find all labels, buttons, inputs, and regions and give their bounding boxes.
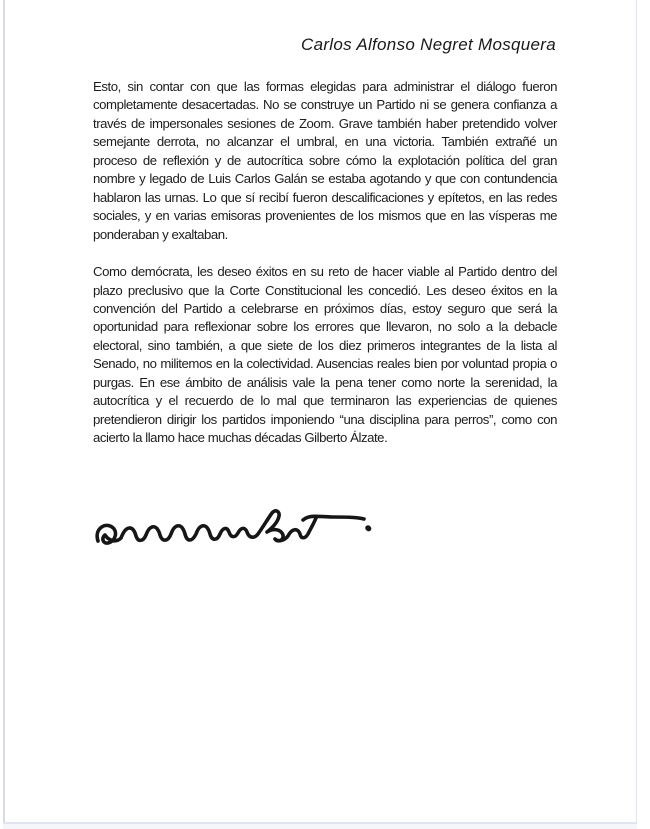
letter-content (93, 34, 557, 448)
author-name: Carlos Alfonso Negret Mosquera (301, 35, 556, 54)
paragraph-1: Esto, sin contar con que las formas elegidas para administrar el diálogo fueron completamente desacertadas. No se construye un Partido ni se genera confianza a través de impersonales sesiones de Zoom. Grave también haber pretendido volver semejante derrota, no alcanzar el umbral, en una victoria. También extrañé un proceso de reflexión y de autocrítica sobre cómo la explotación política del gran nombre y legado de Luis Carlos Galán se estaba agotando y que con contundencia hablaron las urnas. Lo que sí recibí fueron descalificaciones y epítetos, en las redes sociales, y en varias emisoras provenientes de los mismos que en las vísperas me ponderaban y exaltaban. (93, 79, 557, 242)
page-edge-bottom-line (3, 822, 637, 824)
page-edge-bottom-strip (3, 824, 637, 829)
page-edge-right (636, 0, 637, 829)
handwritten-signature (90, 496, 380, 566)
page-edge-left (3, 0, 5, 829)
signature-ink-icon (90, 496, 380, 566)
paragraph-2: Como demócrata, les deseo éxitos en su reto de hacer viable al Partido dentro del plazo preclusivo que la Corte Constitucional les concedió. Les deseo éxitos en la convención del Partido a celebrarse en próximos días, estoy seguro que será la oportunidad para reflexionar sobre los errores que llevaron, no solo a la debacle electoral, sino también, a que siete de los diez primeros integrantes de la lista al Senado, no militemos en la colectividad. Ausencias reales bien por voluntad propia o purgas. En ese ámbito de análisis vale la pena tener como norte la serenidad, la autocrítica y el recuerdo de lo mal que terminaron las experiencias de quienes pretendieron dirigir los partidos imponiendo “una disciplina para perros”, como con acierto la llamo hace muchas décadas Gilberto Álzate. (93, 264, 557, 446)
letter-body (93, 78, 557, 448)
